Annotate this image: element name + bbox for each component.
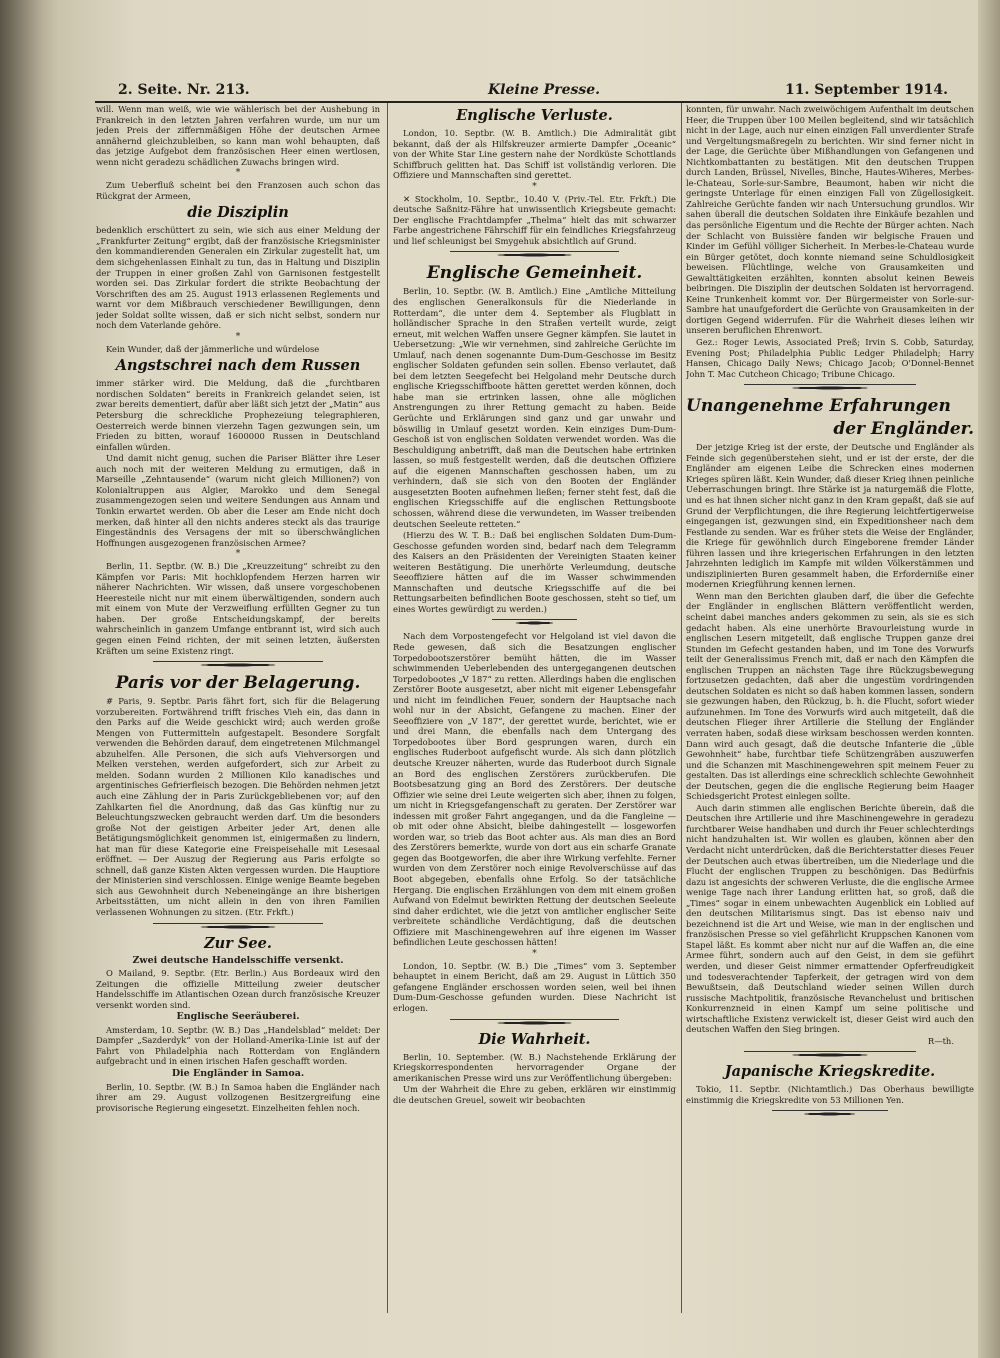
paragraph: Berlin, 10. September. (W. B.) Nachstehende Erklärung der Kriegskorrespondenten hervorragender Organe der amerikanischen Presse wird uns zur Veröffentlichung übergeben: xyxy=(393,1051,676,1083)
column-divider xyxy=(681,103,682,1313)
column-2 xyxy=(393,104,676,1314)
paragraph: Und damit nicht genug, suchen die Pariser Blätter ihre Leser auch noch mit der weiteren Meldung zu ermutigen, daß in Marseille „Zehntausende“ (warum nicht gleich Millionen?) von Kolonialtruppen aus Algier, Marokko und dem Senegal zusammengezogen seien und weitere Sendungen aus Annam und Tonkin erwartet werden. Ob aber die Leser am Ende nicht doch merken, daß hinter all den nichts anderes steckt als das traurige Eingeständnis des Versagens der mit so überschwänglichen Hoffnungen ausgezogenen französischen Armee? xyxy=(96,453,380,548)
author-signature: R—th. xyxy=(927,1035,954,1046)
section-rule xyxy=(153,923,323,930)
paragraph: Wenn man den Berichten glauben darf, die über die Gefechte der Engländer in englischen Blättern veröffentlicht werden, scheint dabei manches anders gekommen zu sein, als sie es sich gedacht haben. Als eine unerhörte Bravourleistung wurde in englischen Lesern mitgeteilt, daß englische Truppen ganze drei Stunden im Gefecht gestanden haben, und im Tone des Vorwurfs teilt der Generalissimus French mit, daß er nach den Kämpfen die englischen Truppen an nächsten Tage ihre Rückzugsbewegung fortzusetzen gedachten, daß aber die ungestüm vordringenden deutschen Soldaten es nicht so daß haben kommen lassen, sondern sie gezwungen haben, den Rückzug, b. h. die Flucht, sofort wieder aufzunehmen. Im Tone des Vorwurfs wird auch mitgeteilt, daß die deutschen Flieger ihrer Artillerie die Stellung der Engländer verraten haben, sodaß diese wirksam beschossen werden konnten. Dann wird auch gesagt, daß die deutsche Infanterie die „üble Gewohnheit“ habe, furchtbar tiefe Schützengräben auszuwerfen und die Schanzen mit Maschinengewehren spit meinem Feuer zu gestalten. Das ist allerdings eine schrecklich schlechte Gewohnheit der Deutschen, gegen die die englische Regierung beim Haager Schiedsgericht Protest einlegen sollte. xyxy=(686,590,974,802)
paragraph: London, 10. Septbr. (W. B.) Die „Times“ vom 3. September behauptet in einem Bericht, daß am 29. August in Lüttich 350 gefangene Engländer erschossen worden seien, weil bei ihnen Dum-Dum-Geschosse gefunden wurden. Diese Nachricht ist erlogen. xyxy=(393,960,676,1014)
section-rule xyxy=(492,619,577,626)
paragraph: Um der Wahrheit die Ehre zu geben, erklären wir einstimmig die deutschen Greuel, soweit wir beobachten xyxy=(393,1084,676,1105)
headline-paris: Paris vor der Belagerung. xyxy=(115,673,361,694)
subheadline: Zwei deutsche Handelsschiffe versenkt. xyxy=(132,954,344,966)
paragraph: Berlin, 11. Septbr. (W. B.) Die „Kreuzzeitung“ schreibt zu den Kämpfen vor Paris: Mit hochklopfendem Herzen harren wir näherer Nachrichten. Wir wissen, daß unsere vorgeschobenen Heeresteile nicht nur mit einem überwältigenden, sondern auch mit einem von Mute der Verzweiflung erfüllten Gegner zu tun haben. Der große Entscheidungskampf, der bereits wahrscheinlich in ganzem Umfange entbrannt ist, wird sich auch gegen einen Feind richten, der mit seinen letzten, äußersten Kräften um seine Existenz ringt. xyxy=(96,561,380,656)
newspaper-title: Kleine Presse. xyxy=(488,82,601,98)
paragraph: bedenklich erschüttert zu sein, wie sich aus einer Meldung der „Frankfurter Zeitung“ ergibt, daß der französische Kriegsminister den kommandierenden Generalen ein Zirkular zugestellt hat, um dem sichgehenlassen Einhalt zu tun, das in Haltung und Disziplin der Truppen in einer großen Zahl von Garnisonen festgestellt worden sei. Das Zirkular fordert die strikte Beobachtung der Vorschriften des am 25. August 1913 erlassenen Reglements und warnt vor dem Mißbrauch verschiedener Bewilligungen, denn jeder Soldat sollte wissen, daß er sich nicht selbst, sondern nur noch dem Vaterlande gehöre. xyxy=(96,225,380,331)
section-rule xyxy=(450,251,620,258)
paragraph: Amsterdam, 10. Septbr. (W. B.) Das „Handelsblad“ meldet: Der Dampfer „Sazderdyk“ von der Holland-Amerika-Linie ist auf der Fahrt von Philadelphia nach Rotterdam von Engländern aufgebracht und in einen irischen Hafen geschafft worden. xyxy=(96,1024,380,1067)
section-rule xyxy=(450,1019,620,1026)
separator-star: * xyxy=(235,168,241,179)
paragraph: Zum Ueberfluß scheint bei den Franzosen auch schon das Rückgrat der Armeen, xyxy=(96,180,380,201)
column-3 xyxy=(686,104,974,1314)
paragraph: # Paris, 9. Septbr. Paris fährt fort, sich für die Belagerung vorzubereiten. Fortwährend trifft frisches Vieh ein, das dann in den Parks auf die Weide geschickt wird; auch werden große Mengen von Futtermitteln aufgestapelt. Besondere Sorgfalt verwenden die Behörden darauf, dem eingetretenen Milchmangel abzuhelfen. Alle Personen, die sich aufs Viehversorgen und Melken verstehen, werden aufgefordert, sich zur Arbeit zu melden. Sodann wurden 2 Millionen Kilo kanadisches und argentinisches Gefrierfleisch bezogen. Die Behörden nehmen jetzt auch eine Zählung der in Paris Zurückgebliebenen vor; auf den Zahlkarten fiel die Anordnung, daß das Gas künftig nur zu Beleuchtungszwecken gebraucht werden darf. Um die besonders große Not der geistigen Arbeiter jeder Art, denen alle Betätigungsmöglichkeit genommen ist, einigermaßen zu lindern, hat man für diese Kategorie eine Freispeisehalle mit Lesesaal eröffnet. — Der Auszug der Regierung aus Paris erfolgte so schnell, daß ganze Kisten Akten vergessen wurden. Die Hauptiore der Ministerien sind verschlossen. Einige wenige Beamte begeben sich aus Gewohnheit durch Nebeneingänge an ihre bisherigen Arbeitsstätten, um nicht allein in den von ihren Familien verlassenen Wohnungen zu sitzen. (Etr. Frkft.) xyxy=(96,696,380,917)
section-rule xyxy=(744,384,917,391)
page-edge xyxy=(978,0,1000,1358)
paragraph: Auch darin stimmen alle englischen Berichte überein, daß die Deutschen ihre Artillerie und ihre Maschinengewehre in geradezu furchtbarer Weise handhaben und durch ihr Feuer schlechterdings nicht handzuhalten ist. Wir wollen es glauben, können aber den Verdacht nicht unterdrücken, daß die Berichterstatter dieses Feuer der Deutschen auch etwas übertreiben, um die Niederlage und die Flucht der englischen Truppen zu beschönigen. Das Bedürfnis dazu ist angesichts der schweren Verluste, die die englische Armee wenige Tage nach ihrer Landung erlitten hat, so groß, daß die „Times“ sogar in einem unbewachten Augenblick ein Loblied auf den deutschen Militarismus singt. Das ist ebenso naiv und bezeichnend ist die Art und Weise, wie man in der englischen und französischen Presse so viel gefährlicht Kruppschen Kanonen vom Stapel läßt. Es kommt aber nicht nur auf die Waffen an, die eine Armee führt, sondern auch auf den Geist, in dem sie geführt werden, und dieser Geist nimmer ermattender Opferfreudigkeit und todesverachtender Tapferkeit, der getragen wird von dem Bewußtsein, daß Deutschland wieder seinen Willen durch russische Machtpolitik, französische Revanchelust und britischen Konkurrenzneid in einen Kampf um seine politische und wirtschaftliche Existenz verwickelt ist, dieser Geist wird auch den deutschen Waffen den Sieg bringen. xyxy=(686,802,974,1035)
column-1 xyxy=(96,104,380,1314)
signatures: Gez.: Roger Lewis, Associated Preß; Irvin S. Cobb, Saturday, Evening Post; Philadelphia Public Ledger Philadelph; Harry Hansen, Chicago Daily News; Chicago Jacob; O'Donnel-Bennet John T. Mac Cutcheon Chicago; Tribune Chicago. xyxy=(686,337,974,379)
page-header xyxy=(118,82,948,102)
separator-star: * xyxy=(532,181,537,192)
paragraph: Kein Wunder, daß der jämmerliche und würdelose xyxy=(106,343,320,354)
separator-star: * xyxy=(235,331,241,342)
paragraph: London, 10. Septbr. (W. B. Amtlich.) Die Admiralität gibt bekannt, daß der als Hilfskreuzer armierte Dampfer „Oceanic“ von der White Star Line gestern nahe der Nordküste Schottlands Schiffbruch gelitten hat. Das Schiff ist vollständig verloren. Die Offiziere und Mannschaften sind gerettet. xyxy=(393,128,676,181)
paragraph: Berlin, 10. Septbr. (W. B. Amtlich.) Eine „Amtliche Mitteilung des englischen Generalkonsuls für die Niederlande in Rotterdam“, die unter dem 4. September als Flugblatt in holländischer Sprache in den Straßen verteilt wurde, zeigt erneut, mit welchen Waffen unsere Gegner kämpfen. Sie lautet in Uebersetzung: „Wie wir vernehmen, sind zahlreiche Gerüchte im Umlauf, nach denen sogenannte Dum-Dum-Geschosse im Besitz englischer Soldaten gefunden sein sollen. Ebenso verlautet, daß bei dem letzten Seegefecht bei Helgoland mehr Deutsche durch englische Kriegsschiffboote hätten gerettet werden können, doch habe man sie ertrinken lassen, ohne alle möglichen Anstrengungen zu ihrer Rettung gemacht zu haben. Beide Gerüchte und Erklärungen sind ganz und gar unwahr und böswillig in Umlauf gesetzt worden. Kein einziges Dum-Dum-Geschoß ist von englischen Soldaten verwendet worden. Was die Beschuldigung anbetrifft, daß man die Deutschen habe ertrinken lassen, so muß festgestellt werden, daß die deutschen Offiziere auf die eigenen Mannschaften geschossen haben, um zu verhindern, daß sie sich von den Booten der Engländer ausgesetzten Booten aufnehmen ließen; ferner steht fest, daß die englischen Kriegsschiffe auf die englischen Rettungsboote schossen, während diese die verwundeten, im Wasser treibenden deutschen Seeleute retteten.“ xyxy=(393,286,676,529)
paragraph: Tokio, 11. Septbr. (Nichtamtlich.) Das Oberhaus bewilligte einstimmig die Kriegskredite von 53 Millionen Yen. xyxy=(686,1084,974,1105)
paragraph: Der jetzige Krieg ist der erste, der Deutsche und Engländer als Feinde sich gegenüberstehen sieht, und er ist der erste, der die Engländer am eigenen Leibe die Schrecken eines modernen Krieges spüren läßt. Kein Wunder, daß dieser Krieg ihnen peinliche Ueberraschungen bringt. Ihre Stärke ist ja naturgemäß die Flotte, und es hat ihnen sicher nicht ganz in den Kram gepaßt, daß sie auf Grund der Verpflichtungen, die ihre Regierung leichtfertigerweise eingegangen ist, gezwungen sind, ein Expeditionsheer nach dem Festlande zu senden. War es früher stets die Weise der Engländer, die Kriege für gewöhnlich durch Eingeborene fremder Länder führen lassen und ihre kriegerischen Erfahrungen in den letzten Jahrzehnten lediglich im Kampfe mit wilden Völkerstämmen und undisziplinierten Buren gesammelt haben, die Erforderniße einer modernen Kriegführung kennen lernen. xyxy=(686,442,974,590)
subheadline: Englische Seeräuberei. xyxy=(176,1011,300,1023)
headline-englische-verluste: Englische Verluste. xyxy=(456,107,613,124)
headline-der-englaender: der Engländer. xyxy=(833,419,974,440)
headline-englische-gemeinheit: Englische Gemeinheit. xyxy=(426,263,643,284)
paragraph: ✕ Stockholm, 10. Septbr., 10.40 V. (Priv.-Tel. Etr. Frkft.) Die deutsche Saßnitz-Fähre hat unwissentlich Kriegsbeute gemacht: Der englische Frachtdampfer „Thelma“ hielt das mit schwarzer Farbe angestrichene Fährschiff für ein feindliches Kriegsfahrzeug und lief schleunigst bei Smygehuk absichtlich auf Grund. xyxy=(393,193,676,246)
paragraph: O Mailand, 9. Septbr. (Etr. Berlin.) Aus Bordeaux wird den Zeitungen die offizielle Mitteilung zweier deutscher Handelsschiffe im Atlantischen Ozean durch französische Kreuzer versenkt worden sind. xyxy=(96,968,380,1010)
paragraph: immer stärker wird. Die Meldung, daß die „furchtbaren nordischen Soldaten“ bereits in Frankreich gelandet seien, ist zwar bereits dementiert, dafür aber läßt sich jetzt der „Matin“ aus Petersburg die schreckliche Prophezeiung telegraphieren, Oesterreich werde binnen vierzehn Tagen gezwungen sein, um Frieden zu bitten, worauf 1600000 Russen in Deutschland einfallen würden. xyxy=(96,378,380,452)
separator-star: * xyxy=(235,549,241,560)
book-spine xyxy=(0,0,62,1358)
paragraph: Berlin, 10. Septbr. (W. B.) In Samoa haben die Engländer nach ihrer am 29. August vollzogenen Besitzergreifung eine provisorische Regierung eingesetzt. Einzelheiten fehlen noch. xyxy=(96,1081,380,1113)
separator-star: * xyxy=(532,948,537,959)
paragraph: konnten, für unwahr. Nach zweiwöchigem Aufenthalt im deutschen Heer, die Truppen über 100 Meilen begleitend, sind wir tatsächlich nicht in der Lage, auch nur einen einzigen Fall unverdienter Strafe und Vergeltungsmaßregeln zu berichten. Wir sind ferner nicht in der Lage, die Gerüchte über Mißhandlungen von Gefangenen und Nichtkombattanten zu bestätigen. Mit den deutschen Truppen durch Landen, Brüssel, Nivelles, Binche, Hautes-Wiheres, Merbes-le-Chateau, Sorle-sur-Sambre, Beaumont, haben wir nicht die geringste Unterlage für einen einzigen Fall von Zügellosigkeit. Zahlreiche Gerüchte fanden wir nach Untersuchung grundlos. Wir sahen überall die deutschen Soldaten ihre Einkäufe bezahlen und das persönliche Eigentum und die Rechte der Bürger achten. Nach der Schlacht von Buissière fanden wir belgische Frauen und Kinder im Gefühl völliger Sicherheit. In Merbes-le-Chateau wurde ein Bürger getötet, doch konnte niemand seine Schuldlosigkeit beweisen. Flüchtlinge, welche von Grausamkeiten und Gewalttätigkeiten erzählten, konnten absolut keinen Beweis beibringen. Die Disziplin der deutschen Soldaten ist hervorragend. Keine Trunkenheit kommt vor. Der Bürgermeister von Sorle-sur-Sambre hat unaufgefordert die Gerüchte von Grausamkeiten in der dortigen Gegend widerrufen. Für die Wahrheit dieses leihen wir unseren beruflichen Ehrenwort. xyxy=(686,104,974,336)
page-number: 2. Seite. Nr. 213. xyxy=(118,82,250,98)
paragraph: will. Wenn man weiß, wie wie wählerisch bei der Aushebung in Frankreich in den letzten Jahren verfahren wurde, um nur um jeden Preis der ziffernmäßigen Höhe der deutschen Armee annähernd gleichzubleiben, so kann man wohl behaupten, daß das jetzige Aufgebot dem französischen Heer einen wertlosen, wenn nicht geradezu schädlichen Zuwachs bringen wird. xyxy=(96,104,380,167)
headline-die-wahrheit: Die Wahrheit. xyxy=(478,1030,591,1048)
headline-zur-see: Zur See. xyxy=(204,934,272,952)
paragraph: Nach dem Vorpostengefecht vor Helgoland ist viel davon die Rede gewesen, daß sich die Besatzungen englischer Torpedobootszerstörer bemüht hätten, die im Wasser schwimmenden Ueberlebenden des untergegangenen deutschen Torpedobootes „V 187“ zu retten. Allerdings haben die englischen Zerstörer Boote ausgesetzt, aber nicht mit eigener Lebensgefahr und nicht im feindlichen Feuer, sondern der Hauptsache nach wohl nur in der Absicht, Gefangene zu machen. Einer der Seeoffiziere von „V 187“, der gerettet wurde, berichtet, wie er und drei Mann, die ebenfalls nach dem Untergang des Torpedobootes über Bord gesprungen waren, durch ein englisches Ruderboot aufgefischt wurde. Als sich dann plötzlich deutsche Kreuzer näherten, wurde das Ruderboot durch Signale an Bord des englischen Zerstörers zurückberufen. Die Bootsbesatzung ging an Bord des Zerstörers. Der deutsche Offizier wie seine drei Leute weigerten sich aber, ihnen zu folgen, um nicht in Kriegsgefangenschaft zu geraten. Der Zerstörer war indessen mit großer Fahrt angegangen, und da die Fangleine — ob mit oder ohne Absicht, bleibe dahingestellt — losgeworfen worden war, so trieb das Boot achter aus. Als man dies an Bord des Zerstörers bemerkte, wurde von dort aus ein scharfe Granate gegen das Bootgeworfen, die aber ihre Wirkung verfehlte. Ferner wurden von dem Zerstörer noch einige Revolverschüsse auf das Boot abgegeben, ebenfalls ohne Erfolg. So der tatsächliche Hergang. Die englischen Erzählungen von dem mit einem großen Aufwand von Edelmut bewirkten Rettung der deutschen Seeleute sind daher erdichtet, wie die jetzt von amtlicher englischer Seite verbreitete schändliche Verdächtigung, daß die deutschen Offiziere mit Maschinengewehren auf ihre eigenen im Wasser befindlichen Leute geschossen hätten! xyxy=(393,631,676,948)
section-rule xyxy=(772,1110,887,1117)
headline-angstschrei: Angstschrei nach dem Russen xyxy=(115,357,361,375)
headline-unangenehme: Unangenehme Erfahrungen xyxy=(686,396,951,417)
headline-disziplin: die Disziplin xyxy=(187,204,289,222)
header-rule xyxy=(95,101,951,103)
subheadline: Die Engländer in Samoa. xyxy=(171,1068,305,1080)
paragraph: (Hierzu des W. T. B.: Daß bei englischen Soldaten Dum-Dum-Geschosse gefunden worden sind, bedarf nach dem Telegramm des Kaisers an den Präsidenten der Vereinigten Staaten keiner weiteren Bestätigung. Die unerhörte Verleumdung, deutsche Seeoffiziere hätten auf die im Wasser schwimmenden Mannschaften und deutsche Kriegsschiffe auf die bei Rettungsarbeiten befindlichen Boote geschossen, steht so tief, um eines Wortes gewürdigt zu werden.) xyxy=(393,530,676,614)
section-rule xyxy=(744,1051,917,1058)
headline-japanische-kriegskredite: Japanische Kriegskredite. xyxy=(724,1063,936,1081)
issue-date: 11. September 1914. xyxy=(784,82,948,98)
column-divider xyxy=(387,103,388,1313)
section-rule xyxy=(153,661,323,668)
